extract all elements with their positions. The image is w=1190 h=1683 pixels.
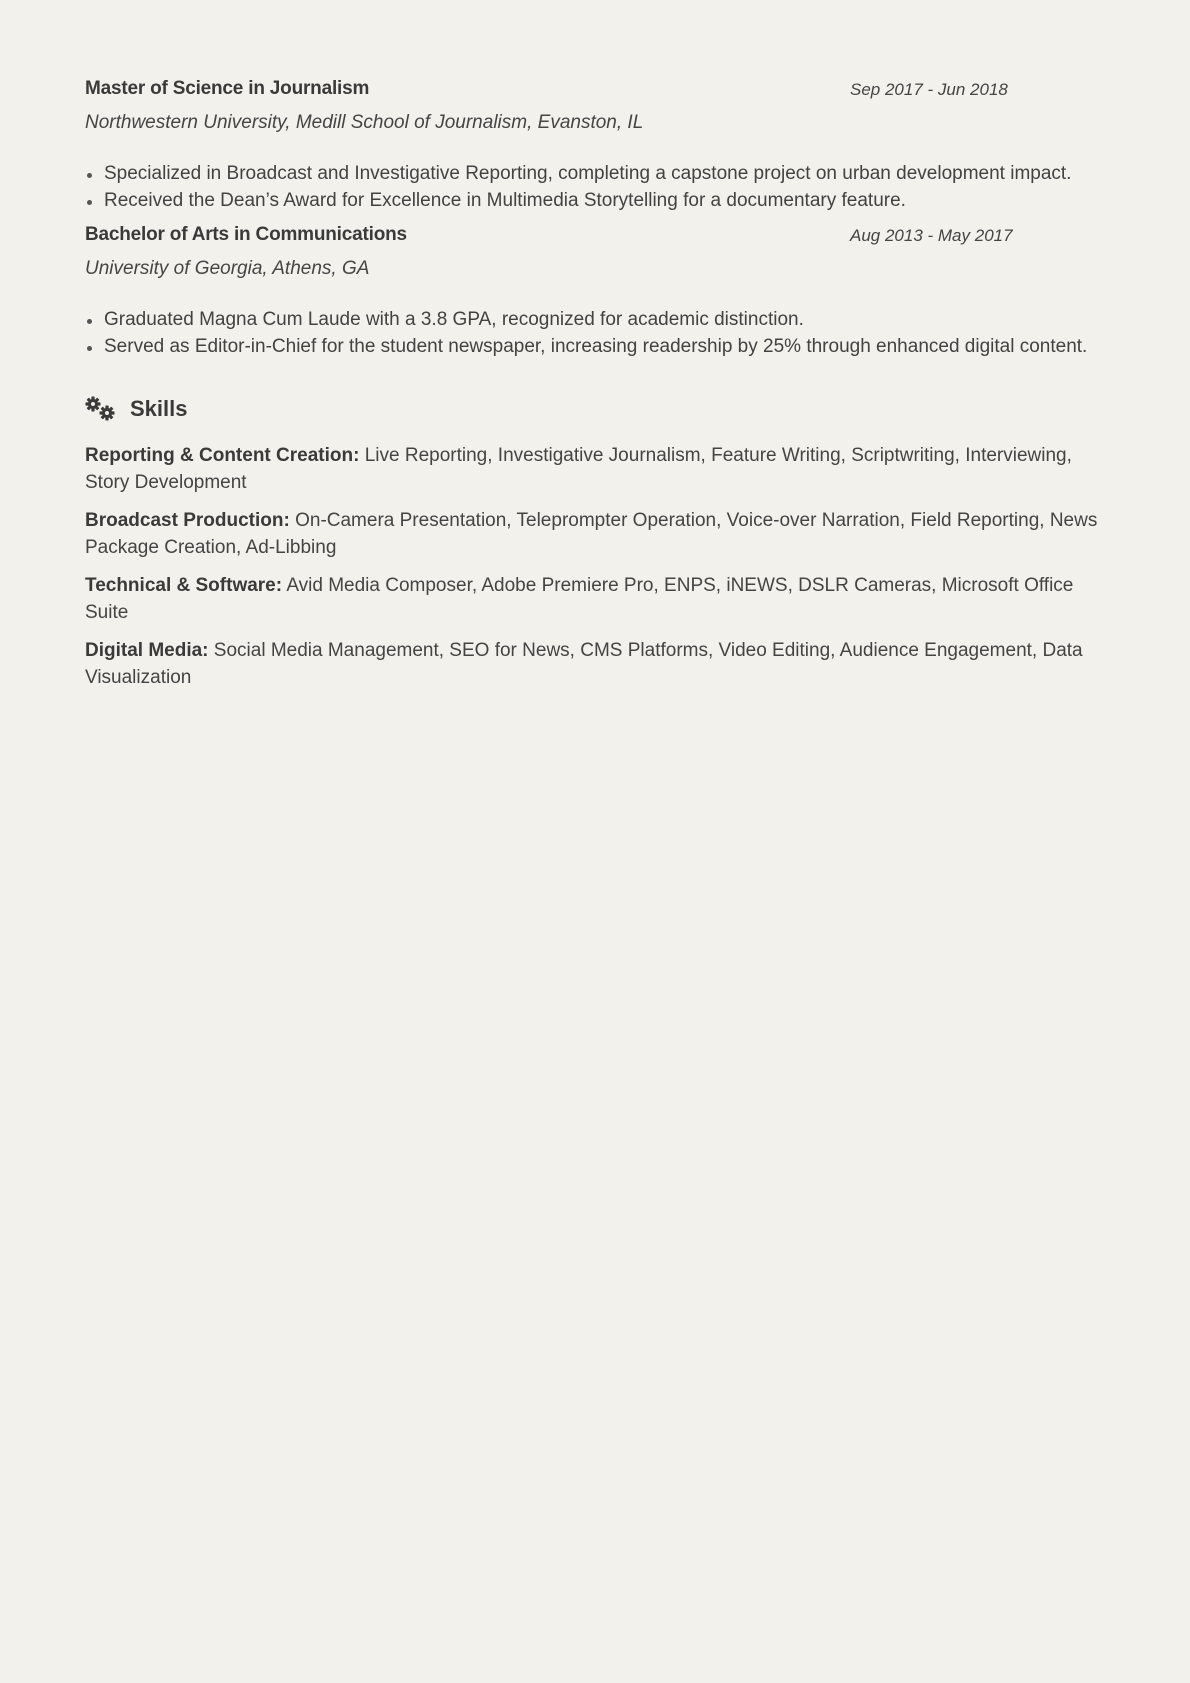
- section-title: Skills: [130, 396, 188, 421]
- bullet-item: Received the Dean’s Award for Excellence in Multimedia Storytelling for a documentary feature.: [85, 187, 1105, 214]
- school-name: University of Georgia, Athens, GA: [85, 258, 370, 279]
- skill-category: Broadcast Production:: [85, 510, 290, 531]
- skill-category: Digital Media:: [85, 640, 209, 661]
- skill-items: Avid Media Composer, Adobe Premiere Pro, ENPS, iNEWS, DSLR Cameras, Microsoft Office Suite: [85, 575, 1074, 623]
- education-dates: Sep 2017 - Jun 2018: [850, 80, 1008, 99]
- skill-row: [85, 442, 1105, 496]
- bullet-item: Graduated Magna Cum Laude with a 3.8 GPA, recognized for academic distinction.: [85, 306, 1105, 333]
- education-bullets: [85, 306, 1105, 360]
- bullet-item: Served as Editor-in-Chief for the student newspaper, increasing readership by 25% through enhanced digital content.: [85, 333, 1105, 360]
- skill-category: Technical & Software:: [85, 575, 283, 596]
- degree-title: Bachelor of Arts in Communications: [85, 224, 407, 245]
- skill-row: [85, 507, 1105, 561]
- skill-row: [85, 572, 1105, 626]
- education-entry-masters: [85, 78, 1105, 214]
- skill-row: [85, 637, 1105, 691]
- skill-items: Live Reporting, Investigative Journalism, Feature Writing, Scriptwriting, Interviewing, Story Development: [85, 445, 1072, 493]
- resume-page: [85, 78, 1105, 702]
- education-dates: Aug 2013 - May 2017: [850, 226, 1013, 245]
- skill-items: On-Camera Presentation, Teleprompter Operation, Voice-over Narration, Field Reporting, News Package Creation, Ad-Libbing: [85, 510, 1098, 558]
- school-name: Northwestern University, Medill School of Journalism, Evanston, IL: [85, 112, 644, 133]
- gears-icon: [85, 396, 115, 422]
- skills-section-heading: [85, 394, 1105, 424]
- education-entry-bachelors: [85, 224, 1105, 360]
- skills-list: [85, 442, 1105, 691]
- skill-category: Reporting & Content Creation:: [85, 445, 360, 466]
- education-bullets: [85, 160, 1105, 214]
- degree-title: Master of Science in Journalism: [85, 78, 370, 99]
- bullet-item: Specialized in Broadcast and Investigative Reporting, completing a capstone project on urban development impact.: [85, 160, 1105, 187]
- skill-items: Social Media Management, SEO for News, CMS Platforms, Video Editing, Audience Engagement, Data Visualization: [85, 640, 1083, 688]
